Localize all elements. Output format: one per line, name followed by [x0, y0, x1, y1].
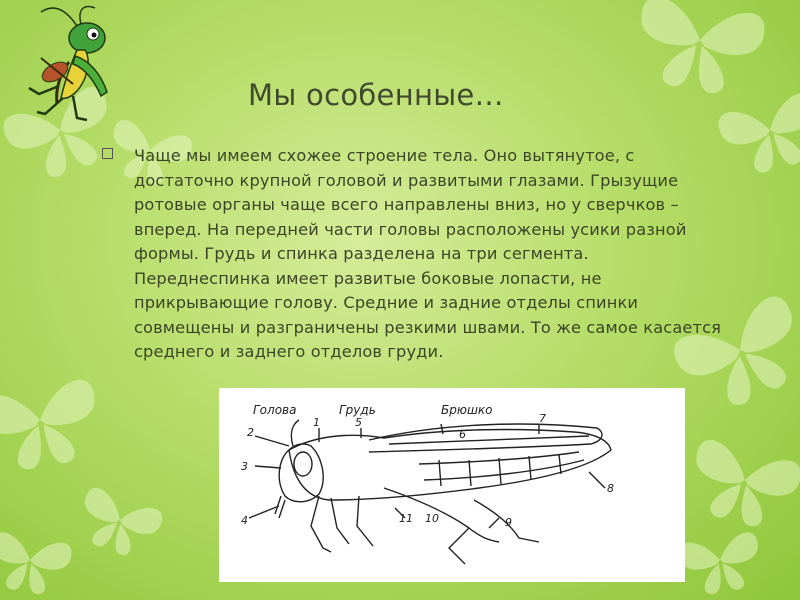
label-abdomen: Брюшко: [441, 403, 493, 417]
grasshopper-cartoon-icon: [15, 2, 125, 127]
diagram-number: 1: [313, 416, 320, 429]
diagram-number: 10: [425, 512, 439, 525]
diagram-number: 9: [505, 516, 512, 529]
square-bullet-icon: [102, 148, 113, 159]
body-text: Чаще мы имеем схожее строение тела. Оно вытянутое, с достаточно крупной головой и развитыми глазами. Грызущие ротовые органы чаще всего направлены вниз, но у сверчков – вперед. На передней части головы расположены усики разной формы. Грудь и спинка разделена на три сегмента. Переднеспинка имеет развитые боковые лопасти, не прикрывающие голову. Средние и задние отделы спинки совмещены и разграничены резкими швами. То же самое касается среднего и заднего отделов груди.: [134, 146, 722, 361]
diagram-number: 6: [459, 428, 466, 441]
diagram-number: 3: [241, 460, 248, 473]
diagram-number: 5: [355, 416, 362, 429]
diagram-number: 2: [247, 426, 254, 439]
diagram-number: 8: [607, 482, 614, 495]
bullet-paragraph: [102, 144, 722, 365]
diagram-number: 11: [399, 512, 413, 525]
label-thorax: Грудь: [339, 403, 376, 417]
slide-title: Мы особенные…: [248, 78, 504, 112]
diagram-number: 7: [539, 412, 546, 425]
label-head: Голова: [253, 403, 297, 417]
diagram-number: 4: [241, 514, 248, 527]
grasshopper-anatomy-diagram: [219, 388, 685, 582]
